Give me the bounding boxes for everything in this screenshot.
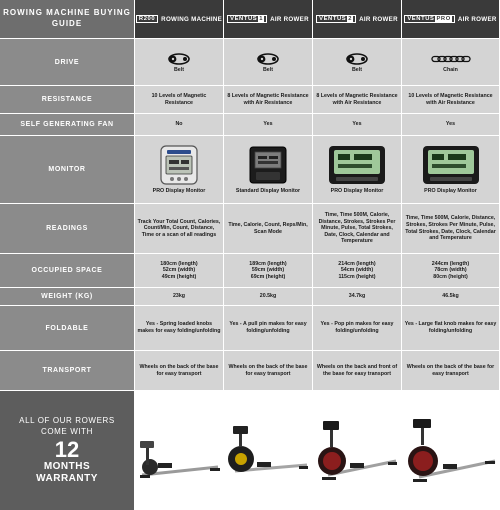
transport-value: Wheels on the back of the base for easy transport: [402, 351, 499, 390]
resistance-value: 10 Levels of Magnetic Resistance: [135, 86, 223, 113]
product-header-ventus-1: [224, 0, 312, 38]
space-height: 115cm (height): [338, 273, 376, 280]
warranty-months: MONTHS: [43, 460, 91, 472]
monitor-value: Standard Display Monitor: [235, 188, 301, 195]
row-label-weight: WEIGHT (KG): [0, 288, 134, 305]
space-width: 54cm (width): [340, 267, 374, 274]
rowing-machine-ventus-2-image: [314, 401, 400, 501]
monitor-value: PRO Display Monitor: [424, 188, 477, 195]
row-label-space: OCCUPIED SPACE: [0, 254, 134, 287]
warranty-banner: [0, 391, 134, 510]
warranty-number: 12: [54, 436, 80, 462]
drive-cell: [313, 39, 401, 85]
resistance-value: 10 Levels of Magnetic Resistance with Air Resistance: [402, 86, 499, 113]
space-length: 214cm (length): [338, 260, 376, 267]
product-image-cell: [224, 391, 312, 510]
weight-value: 34.7kg: [313, 288, 401, 305]
drive-cell: [402, 39, 499, 85]
warranty-label: WARRANTY: [36, 472, 98, 484]
chain-icon: [431, 51, 471, 67]
foldable-value: Yes - Spring loaded knobs makes for easy folding/unfolding: [135, 306, 223, 350]
space-height: 69cm (height): [250, 273, 286, 280]
space-cell: [313, 254, 401, 287]
product-badge: VENTUS PRO: [404, 15, 455, 23]
monitor-cell: [402, 136, 499, 203]
fan-value: No: [135, 114, 223, 135]
belt-icon: [256, 51, 280, 67]
monitor-cell: [313, 136, 401, 203]
product-badge: VENTUS 2: [316, 15, 356, 23]
space-width: 59cm (width): [251, 267, 285, 274]
warranty-line-2: COME WITH: [40, 426, 94, 436]
drive-value: Chain: [443, 66, 458, 73]
belt-icon: [167, 51, 191, 67]
fan-value: Yes: [402, 114, 499, 135]
row-label-transport: TRANSPORT: [0, 351, 134, 390]
transport-value: Wheels on the back of the base for easy transport: [224, 351, 312, 390]
product-badge: R200: [136, 15, 158, 23]
space-length: 180cm (length): [160, 260, 198, 267]
product-image-cell: [313, 391, 401, 510]
resistance-value: 8 Levels of Magnetic Resistance with Air Resistance: [224, 86, 312, 113]
transport-value: Wheels on the back and front of the base for easy transport: [313, 351, 401, 390]
weight-value: 20.5kg: [224, 288, 312, 305]
product-name: ROWING MACHINE: [161, 15, 223, 23]
foldable-value: Yes - Large flat knob makes for easy folding/unfolding: [402, 306, 499, 350]
row-label-fan: SELF GENERATING FAN: [0, 114, 134, 135]
guide-title: ROWING MACHINE BUYING GUIDE: [0, 0, 134, 38]
transport-value: Wheels on the back of the base for easy transport: [135, 351, 223, 390]
product-badge: VENTUS 1: [227, 15, 267, 23]
rowing-machine-ventus-1-image: [225, 401, 311, 501]
fan-value: Yes: [224, 114, 312, 135]
pro-monitor-ventus-2-image: [328, 144, 386, 186]
drive-value: Belt: [173, 66, 184, 73]
readings-value: Track Your Total Count, Calories, Count/Min, Count, Distance, Time or a scan of all readings: [135, 204, 223, 253]
space-cell: [402, 254, 499, 287]
rowing-machine-ventus-pro-image: [403, 401, 498, 501]
space-height: 80cm (height): [433, 273, 468, 280]
weight-value: 23kg: [135, 288, 223, 305]
space-length: 189cm (length): [249, 260, 287, 267]
monitor-value: PRO Display Monitor: [152, 188, 206, 195]
resistance-value: 8 Levels of Magnetic Resistance with Air Resistance: [313, 86, 401, 113]
readings-value: Time, Time 500M, Calorie, Distance, Strokes, Strokes Per Minute, Pulse, Total Strokes, Date, Clock, Calendar and Temperature: [313, 204, 401, 253]
row-label-readings: READINGS: [0, 204, 134, 253]
space-width: 52cm (width): [162, 267, 196, 274]
row-label-monitor: MONITOR: [0, 136, 134, 203]
foldable-value: Yes - A pull pin makes for easy folding/unfolding: [224, 306, 312, 350]
product-image-cell: [402, 391, 499, 510]
drive-value: Belt: [262, 66, 273, 73]
monitor-cell: [224, 136, 312, 203]
product-header-ventus-pro: [402, 0, 499, 38]
product-header-r200: [135, 0, 223, 38]
drive-cell: [135, 39, 223, 85]
space-cell: [224, 254, 312, 287]
monitor-value: PRO Display Monitor: [330, 188, 384, 195]
fan-value: Yes: [313, 114, 401, 135]
product-name: AIR ROWER: [270, 15, 309, 23]
space-width: 78cm (width): [434, 267, 467, 274]
readings-value: Time, Calorie, Count, Reps/Min, Scan Mode: [224, 204, 312, 253]
product-name: AIR ROWER: [457, 15, 497, 23]
pro-monitor-r200-image: [159, 144, 199, 186]
readings-value: Time, Time 500M, Calorie, Distance, Strokes, Strokes Per Minute, Pulse, Total Strokes, Date, Clock, Calendar and Temperature: [402, 204, 499, 253]
drive-cell: [224, 39, 312, 85]
row-label-drive: DRIVE: [0, 39, 134, 85]
row-label-foldable: FOLDABLE: [0, 306, 134, 350]
warranty-line-1: ALL OF OUR ROWERS: [19, 416, 115, 426]
space-length: 244cm (length): [431, 260, 470, 267]
space-cell: [135, 254, 223, 287]
rowing-machine-r200-image: [136, 401, 222, 501]
product-name: AIR ROWER: [359, 15, 398, 23]
pro-monitor-ventus-pro-image: [422, 144, 480, 186]
standard-monitor-image: [248, 144, 288, 186]
belt-icon: [345, 51, 369, 67]
foldable-value: Yes - Pop pin makes for easy folding/unfolding: [313, 306, 401, 350]
product-image-cell: [135, 391, 223, 510]
weight-value: 46.5kg: [402, 288, 499, 305]
space-height: 49cm (height): [161, 273, 197, 280]
product-header-ventus-2: [313, 0, 401, 38]
row-label-resistance: RESISTANCE: [0, 86, 134, 113]
drive-value: Belt: [351, 66, 362, 73]
monitor-cell: [135, 136, 223, 203]
